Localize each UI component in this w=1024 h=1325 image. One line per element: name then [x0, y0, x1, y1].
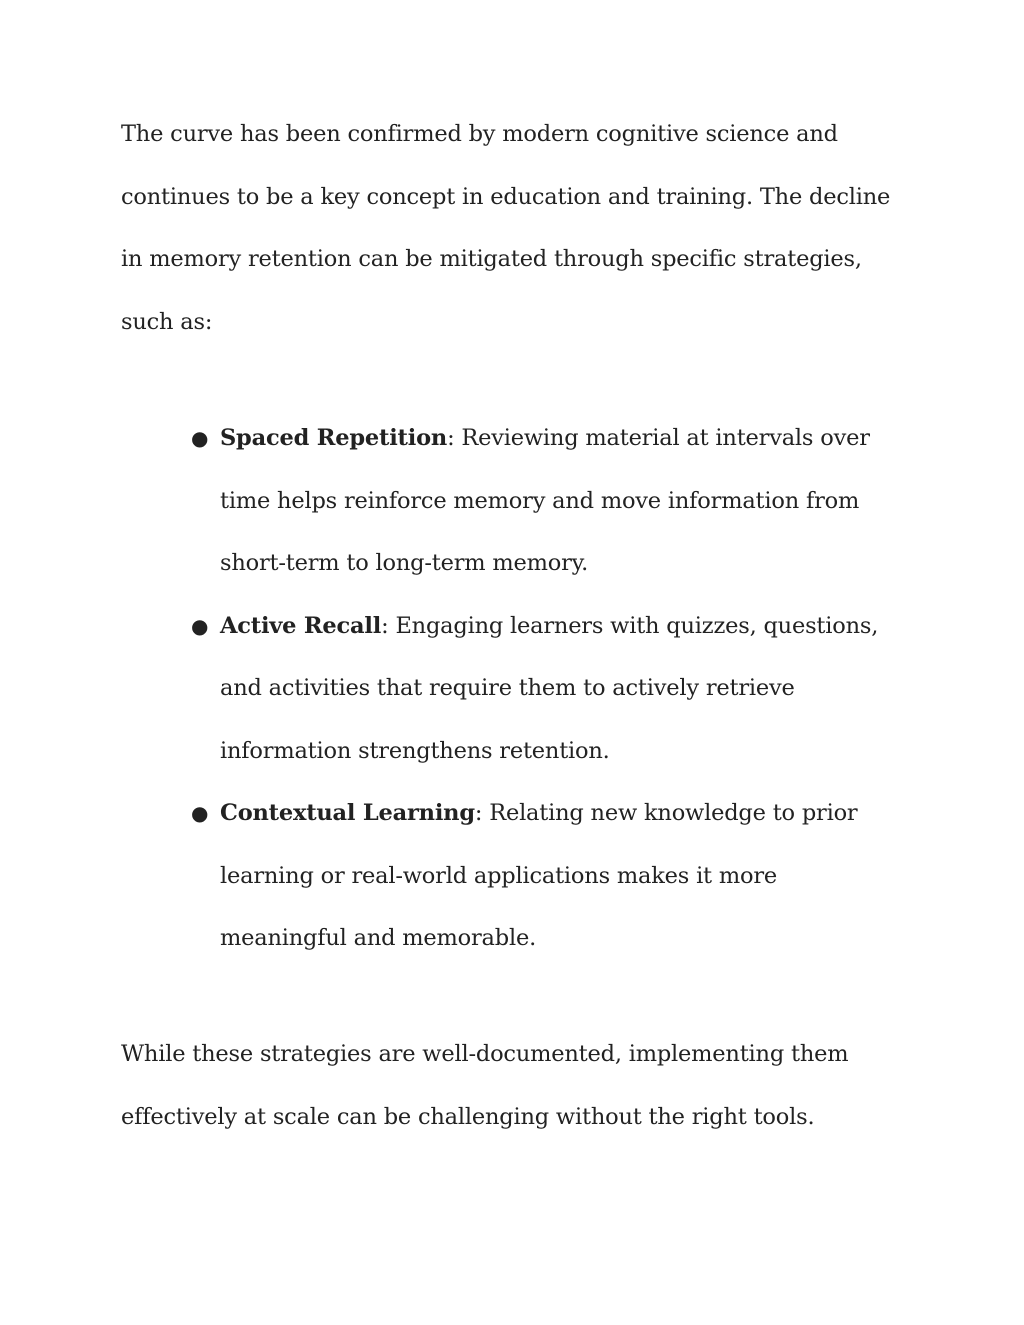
strategy-term: Active Recall [220, 612, 382, 639]
bullet-icon: ● [191, 801, 209, 825]
list-item-spaced-repetition [0, 407, 910, 595]
strategy-description: : Engaging learners with quizzes, questions, and activities that require them to actively retrieve information strengthens retention. [220, 612, 879, 764]
bullet-icon: ● [191, 613, 209, 638]
strategy-description: : Relating new knowledge to prior learning or real-world applications makes it more meaningful and memorable. [220, 800, 858, 951]
outro-paragraph: While these strategies are well-documented, implementing them effectively at scale can be challenging without the right tools. [121, 1041, 849, 1130]
strategy-term: Spaced Repetition [220, 425, 448, 451]
strategy-list [0, 407, 1024, 970]
bullet-icon: ● [191, 426, 209, 450]
strategy-term: Contextual Learning [220, 800, 475, 826]
list-item-active-recall [0, 595, 910, 783]
list-item-contextual-learning [0, 782, 910, 970]
intro-paragraph: The curve has been confirmed by modern cognitive science and continues to be a key concept in education and training. The decline in memory retention can be mitigated through specific strategies, such as: [121, 121, 891, 335]
strategy-description: : Reviewing material at intervals over time helps reinforce memory and move information from short-term to long-term memory. [220, 425, 870, 576]
